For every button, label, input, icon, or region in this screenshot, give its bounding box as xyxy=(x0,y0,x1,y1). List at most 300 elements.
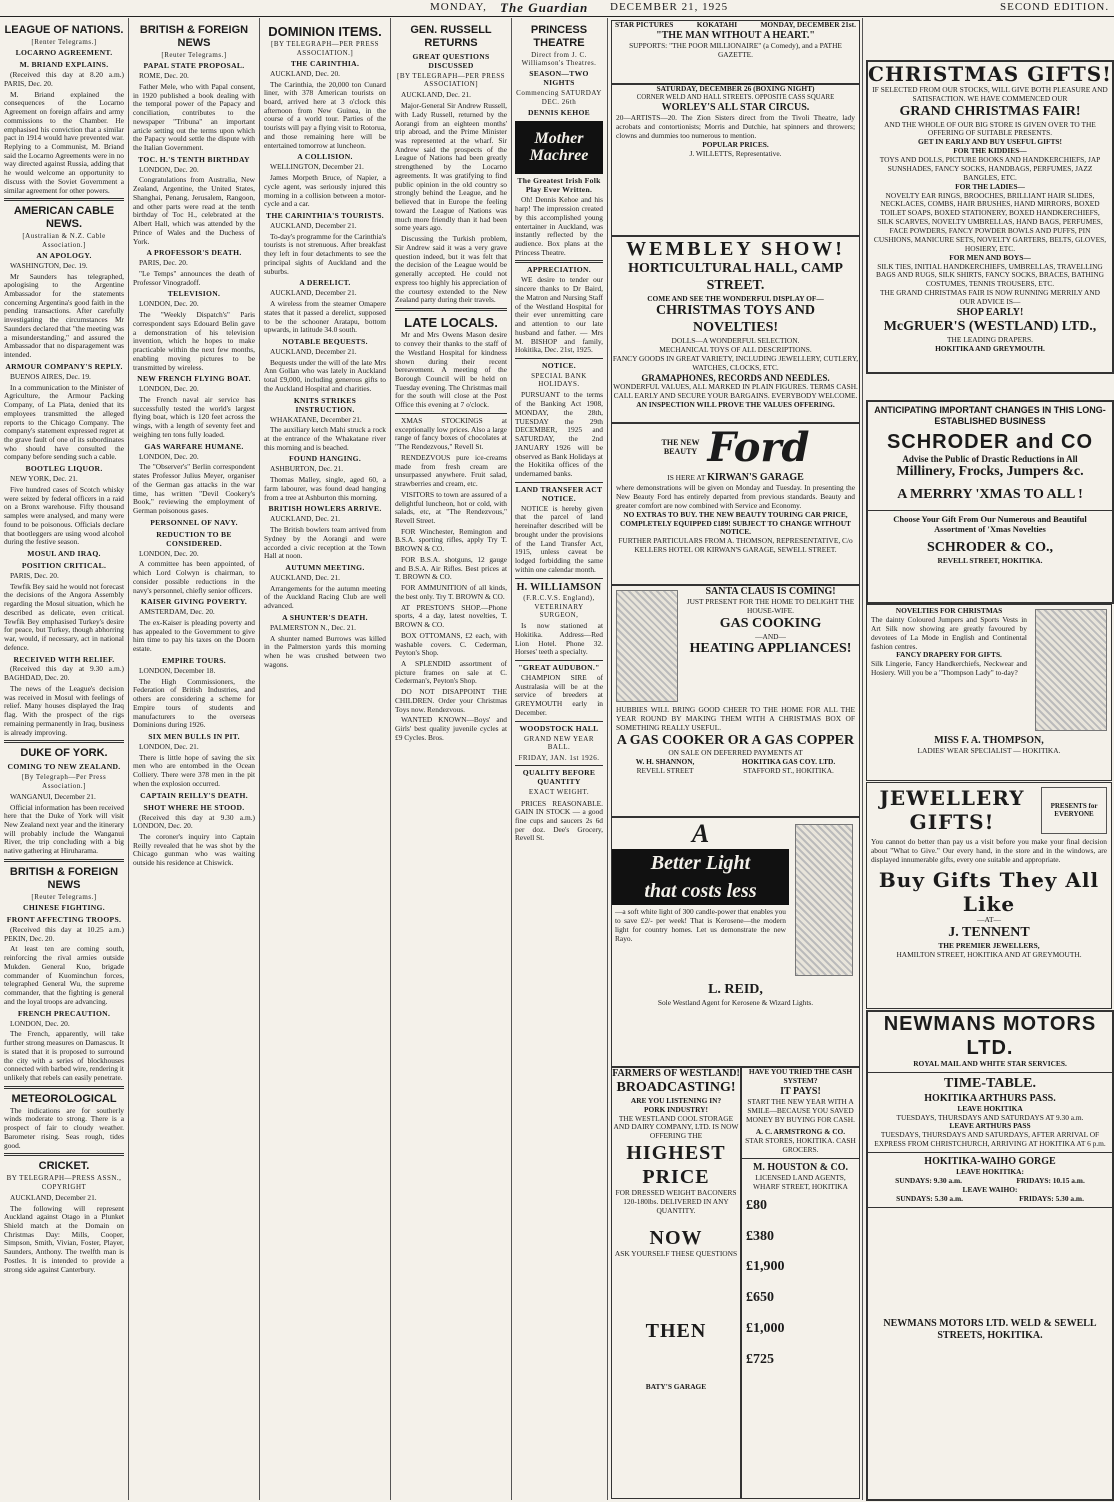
woodstock-sub: GRAND NEW YEAR BALL. xyxy=(524,734,594,751)
cable-headline: AMERICAN CABLE NEWS. xyxy=(13,205,115,231)
star-feature: "THE MAN WITHOUT A HEART." xyxy=(656,29,815,41)
wembley-toys: CHRISTMAS TOYS AND NOVELTIES! xyxy=(656,303,815,336)
prof-subhead: A PROFESSOR'S DEATH. xyxy=(146,248,242,258)
small-ad: FOR Winchester, Remington and B.S.A. sporting rifles, apply Try T. BROWN & CO. xyxy=(395,526,507,554)
shunter-subhead: A SHUNTER'S DEATH. xyxy=(282,612,368,622)
worley-text: 20—ARTISTS—20. The Zion Sisters direct from the Tivoli Theatre, lady acrobats and contortionists; Morris and Dutchie, hat spinners and throwers; clowns and dummies too numerous to mention. xyxy=(616,113,855,140)
carinthia-subhead: THE CARINTHIA. xyxy=(290,58,360,68)
column-3 xyxy=(264,20,386,1498)
duke-headline: DUKE OF YORK. xyxy=(20,747,108,760)
dominion-headline: DOMINION ITEMS. xyxy=(268,24,382,39)
liquor-subhead: BOOTLEG LIQUOR. xyxy=(25,464,103,474)
reid-sub: Sole Westland Agent for Kerosene & Wizard Lights. xyxy=(657,997,814,1007)
bowlers-dateline: AUCKLAND, Dec. 21. xyxy=(270,514,340,524)
wembley-line: CALL EARLY AND SECURE YOUR BARGAINS. EVERYBODY WELCOME. xyxy=(613,391,858,401)
gasco-address: STAFFORD ST., HOKITIKA. xyxy=(743,766,834,776)
star-sub: KOKATAHI xyxy=(696,20,738,29)
santa-deferred: ON SALE ON DEFERRED PAYMENTS AT xyxy=(668,748,803,758)
duke-subhead: COMING TO NEW ZEALAND. xyxy=(7,762,121,772)
tennent-ad xyxy=(866,782,1112,1009)
santa-and: —AND— xyxy=(755,631,786,641)
prof-dateline: PARIS, Dec. 20. xyxy=(139,258,188,268)
princess-sub: Direct from J. C. Williamson's Theatres. xyxy=(521,50,597,68)
flight-subhead: NEW FRENCH FLYING BOAT. xyxy=(137,374,251,384)
ford-logo: Ford xyxy=(707,424,810,471)
farmers-highest-price: HIGHEST PRICE xyxy=(626,1142,726,1189)
carinthia-dateline: AUCKLAND, Dec. 20. xyxy=(270,68,340,78)
mosul-subhead-2: POSITION CRITICAL. xyxy=(21,560,107,570)
vet-text: Is now stationed at Hokitika. Address—Red Lion Hotel. Phone 32. Horses' teeth a specialty. xyxy=(515,621,603,657)
toc-text: Congratulations from Australia, New Zealand, Argentine, the United States, Shanghai, Penang, Jerusalem, Rangoon, and other parts were read at the tenth birthday of Toc H., celebrated at the Albert Hall, which was attended by the Prince of Wales and the Duchess of York. xyxy=(133,175,255,246)
houston-name: M. HOUSTON & CO. xyxy=(752,1162,849,1173)
autumn-subhead: AUTUMN MEETING. xyxy=(285,562,365,572)
papal-subhead: PAPAL STATE PROPOSAL. xyxy=(143,61,245,71)
vet-headline: H. WILLIAMSON xyxy=(516,581,602,593)
pit-dateline: LONDON, Dec. 21. xyxy=(139,741,199,751)
column-1 xyxy=(4,20,124,1498)
wembley-hall: HORTICULTURAL HALL, CAMP STREET. xyxy=(628,261,843,293)
santa-cooker: A GAS COOKER OR A GAS COPPER xyxy=(616,732,855,748)
masthead-date: DECEMBER 21, 1925 xyxy=(610,1,729,13)
league-headline: LEAGUE OF NATIONS. xyxy=(4,24,124,36)
ford-beauty: BEAUTY xyxy=(663,447,698,456)
star-head: STAR PICTURES xyxy=(615,20,674,29)
reilly-subhead-2: SHOT WHERE HE STOOD. xyxy=(143,802,245,812)
cable-subhead: AN APOLOGY. xyxy=(36,250,92,260)
russell-headline: GEN. RUSSELL RETURNS xyxy=(410,24,492,49)
mcgruer-name: McGRUER'S (WESTLAND) LTD., xyxy=(883,318,1097,334)
bfn1-text: At least ten are coming south, reinforcing the rival armies outside Mukden. General Kuo, brigade commander of Kuominchun forces, telegraphed General Wu, the supreme commander, that the fighting is general and the loyal troops are advancing. xyxy=(4,944,124,1006)
farmers-headline: FARMERS OF WESTLAND! xyxy=(612,1068,740,1079)
gifts-early: GET IN EARLY AND BUY USEFUL GIFTS! xyxy=(917,137,1062,147)
mosul-text: Tewfik Bey said he would not forecast the decisions of the Angora Assembly regarding the Mosul situation, which he described as delicate, even critical. Tewfik Bey emphasised Turkey's desire for peace, but Turkey, though abhorring war, would, if necessary, act in national defence. xyxy=(4,581,124,652)
newmans-leave-pass: LEAVE ARTHURS PASS xyxy=(949,1121,1031,1131)
novel-headline: NOVELTIES FOR CHRISTMAS xyxy=(895,606,1003,615)
newmans-leave-hk: LEAVE HOKITIKA: xyxy=(956,1167,1024,1177)
armour-dateline: BUENOS AIRES, Dec. 19. xyxy=(10,371,91,381)
cricket-dateline: AUCKLAND, December 21. xyxy=(10,1192,97,1202)
wembley-line: AN INSPECTION WILL PROVE THE VALUES OFFERING. xyxy=(636,400,835,410)
light-a: A xyxy=(691,819,710,848)
worley-location: CORNER WELD AND HALL STREETS. OPPOSITE CASS SQUARE xyxy=(636,93,835,101)
newmans-sunday: SUNDAYS: 9.30 a.m. xyxy=(895,1175,963,1185)
gas-santa-ad xyxy=(611,585,860,817)
newmans-gorge: HOKITIKA-WAIHO GORGE xyxy=(924,1156,1056,1168)
better-light-ad xyxy=(611,817,860,1067)
appreciation-headline: APPRECIATION. xyxy=(527,265,591,275)
flight-text: The French naval air service has successfully tested the world's largest flying boat, which is 120 feet across the wings, with a length of seventy feet and weighing ten tons fully loaded. xyxy=(133,394,255,439)
princess-tagline: The Greatest Irish Folk Play Ever Written. xyxy=(517,176,601,195)
bfn1-source: [Reuter Telegrams.] xyxy=(31,892,97,901)
wembley-line: FANCY GOODS IN GREAT VARIETY, INCLUDING JEWELLERY, CUTLERY, WATCHES, CLOCKS, ETC. xyxy=(612,353,859,372)
ketch-text: The auxiliary ketch Mahi struck a rock at the entrance of the Whakatane river this morning and is beached. xyxy=(264,425,386,452)
property-price: £80 xyxy=(746,1197,767,1213)
wembley-headline: WEMBLEY SHOW! xyxy=(626,238,845,260)
collision-dateline: WELLINGTON, December 21. xyxy=(270,162,364,172)
bfn1-dateline: (Received this day at 10.25 a.m.) PEKIN, Dec. 20. xyxy=(4,925,124,943)
jewel-at: —AT— xyxy=(977,915,1001,925)
santa-illustration xyxy=(616,590,678,702)
reid-name: L. REID, xyxy=(708,982,763,997)
bequests-dateline: AUCKLAND, December 21. xyxy=(270,346,357,356)
worley-prices: POPULAR PRICES. xyxy=(702,139,769,149)
gas-dateline: LONDON, Dec. 20. xyxy=(139,451,199,461)
navy-text: A committee has been appointed, of which Lord Colwyn is chairman, to consider possible reductions in the navy's personnel, chiefly senior officers. xyxy=(133,559,255,595)
santa-line: JUST PRESENT FOR THE HOME TO DELIGHT THE HOUSE-WIFE. xyxy=(686,597,855,615)
duke-dateline: WANGANUI, December 21. xyxy=(10,791,96,801)
princess-season: SEASON—TWO NIGHTS xyxy=(529,69,589,88)
baty-garage: BATY'S GARAGE xyxy=(645,1381,707,1391)
farmers-ad xyxy=(611,1067,741,1499)
autumn-dateline: AUCKLAND, Dec. 21. xyxy=(270,572,340,582)
small-ad: FOR B.S.A. shotguns, 12 gauge and B.S.A. Air Rifles. Best prices at T. BROWN & CO. xyxy=(395,554,507,582)
farmers-text-2: FOR DRESSED WEIGHT BACONERS 120-180lbs. DELIVERED IN ANY QUANTITY. xyxy=(615,1188,737,1215)
reilly-subhead: CAPTAIN REILLY'S DEATH. xyxy=(140,790,248,800)
empire-text: The High Commissioners, the Federation of British Industries, and others are considering a scheme for Empire tours of students and manufacturers to the overseas Dominions during 1926. xyxy=(133,676,255,730)
ford-garage: KIRWAN'S GARAGE xyxy=(707,472,804,483)
armour-subhead: ARMOUR COMPANY'S REPLY. xyxy=(5,361,123,371)
wembley-line: GRAMAPHONES, RECORDS AND NEEDLES. xyxy=(641,372,830,383)
hanging-text: Thomas Malley, single, aged 60, a farm labourer, was found dead hanging from a tree at Ashburton this morning. xyxy=(264,475,386,502)
ford-at: IS HERE AT xyxy=(667,473,706,482)
french-subhead: FRENCH PRECAUTION. xyxy=(17,1008,111,1018)
duke-text: Official information has been received here that the Duke of York will visit New Zealand next year and the itinerary will probably include the Wanganui River, the trip concluding with a big native gathering at Hiruharama. xyxy=(4,802,124,856)
worley-headline: WORLEY'S ALL STAR CIRCUS. xyxy=(661,102,810,114)
mosul-subhead: MOSUL AND IRAQ. xyxy=(27,549,101,558)
newmans-headline: NEWMANS MOTORS LTD. xyxy=(883,1013,1097,1059)
mcgruer-sub: THE LEADING DRAPERS. xyxy=(946,334,1034,344)
gifts-ladies: NOVELTY EAR RINGS, BROOCHES, BRILLIANT HAIR SLIDES, NECKLACES, COMBS, HAIR BRUSHES, HAND MIRRORS, BOXED TOILET SOAPS, BOXED STATIONERY, BOXED HANDKERCHIEFS, SILK SCARVES, NOVELTY UMBRELLAS, HAND BAGS, PERFUMES, FACE POWDERS, FANCY POWDER BOWLS AND PUFFS, PIN CUSHIONS, MANICURE SETS, NOVELTY GARTERS, BELTS, GLOVES, HOSIERY, ETC. xyxy=(873,190,1107,253)
small-ad: BOX OTTOMANS, £2 each, with washable covers. C. Cederman, Peyton's Shop. xyxy=(395,630,507,658)
papal-text: Father Mele, who with Papal consent, in 1920 published a book dealing with the temporal power of the Papacy and conciliation, contributes to the newspaper "Tribuna" an important article setting out the terms upon which the Papacy would settle the dispute with the Italian Government. xyxy=(133,81,255,153)
worley-circus-ad xyxy=(611,84,860,236)
league-source: [Renter Telegrams.] xyxy=(31,37,97,46)
newmans-leave-hokitika: LEAVE HOKITIKA xyxy=(957,1103,1023,1113)
schroder-name-2: SCHRODER & CO., xyxy=(926,540,1053,556)
ketch-subhead: KNITS STRIKES INSTRUCTION. xyxy=(293,395,357,414)
wembley-show-ad xyxy=(611,236,860,423)
farmers-pork: PORK INDUSTRY! xyxy=(643,1104,708,1114)
newmans-times: TUESDAYS, THURSDAYS AND SATURDAYS AT 9.30 a.m. xyxy=(896,1112,1084,1122)
schroder-name: SCHRODER and CO xyxy=(886,430,1094,453)
reilly-text: The coroner's inquiry into Captain Reilly revealed that he was shot by the Chicago gunman who was waiting outside his residence at Chiswick. xyxy=(133,832,255,868)
cash-headline: HAVE YOU TRIED THE CASH SYSTEM? xyxy=(748,1067,853,1085)
worley-date: SATURDAY, DECEMBER 26 (BOXING NIGHT) xyxy=(656,84,815,93)
jewel-text: You cannot do better than pay us a visit before you make your final decision about "What to Give." Our every hand, in the store and in the windows, are displayed innumerable gifts, every one suitable and appropriate. xyxy=(871,836,1107,864)
gifts-kiddies: TOYS AND DOLLS, PICTURE BOOKS AND HANDKERCHIEFS, JAP SUNSHADES, FANCY SOCKS, HANDBAGS, PERFUMES, JAZZ BANGLES, ETC. xyxy=(879,155,1101,182)
liquor-text: Five hundred cases of Scotch whisky were seized by federal officers in a raid on a Bronx warehouse. Fifty thousand samples were analysed, and many were found to be poisonous. Officials declare that bootleggers are using wood alcohol during the festive season. xyxy=(4,484,124,547)
notice-sub: SPECIAL BANK HOLIDAYS. xyxy=(531,371,587,389)
small-ad: DO NOT DISAPPOINT THE CHILDREN. Order your Christmas Toys now. Rendezvous. xyxy=(395,687,507,714)
newmans-leave-waiho: LEAVE WAIHO: xyxy=(962,1184,1018,1194)
farmers-listening: ARE YOU LISTENING IN? xyxy=(630,1095,722,1105)
carinthia-text: The Carinthia, the 20,000 ton Cunard liner, with 378 American tourists on board, arrived here at 3 o'clock this afternoon from New Guinea, in the course of a world tour. Parties of the tourists will pay a flying visit to Rotorua, and those remaining here will be entertained tomorrow at luncheon. xyxy=(264,79,386,150)
papal-dateline: ROME, Dec. 20. xyxy=(139,71,189,81)
lady-illustration xyxy=(1035,609,1107,731)
prof-text: "Le Temps" announces the death of Professor Vinogradoff. xyxy=(133,269,255,287)
duke-source: [By Telegraph—Per Press Association.] xyxy=(21,773,107,790)
autumn-text: Arrangements for the autumn meeting of the Auckland Racing Club are well advanced. xyxy=(264,583,386,611)
princess-text: Oh! Dennis Kehoe and his harp! The impression created by this accomplished young entertainer in Auckland, was instantly reflected by the audience. Box plans at the Princess Theatre. xyxy=(515,195,603,257)
star-pictures-ad xyxy=(611,20,860,84)
notice-headline: NOTICE. xyxy=(542,361,576,370)
tv-text: The "Weekly Dispatch's" Paris correspondent says Edouard Belin gave a demonstration of his television invention, which he hopes to make practicable within the next few months, enabling moving pictures to be transmitted by wireless. xyxy=(133,310,255,372)
newmans-footer: NEWMANS MOTORS LTD. WELD & SEWELL STREETS, HOKITIKA. xyxy=(883,1317,1097,1341)
kaiser-dateline: AMSTERDAM, Dec. 20. xyxy=(139,607,215,617)
novel-fancy: FANCY DRAPERY FOR GIFTS. xyxy=(896,650,1002,660)
star-supports: SUPPORTS: "THE POOR MILLIONAIRE" (a Comedy), and a PATHE GAZETTE. xyxy=(629,40,842,59)
novel-text-2: Silk Lingerie, Fancy Handkerchiefs, Neckwear and Hosiery. Will you be a "Thompson Lady" to-day? xyxy=(871,659,1027,678)
cricket-text: The following will represent Auckland against Otago in a Plunket Shield match at the Domain on Christmas Day: Mills, Cooper, Simpson, Smith, Vivian, Foster, Player, Saunders, Anthony. The twelfth man is Postles. It is intended to provide a strong side against Canterbury. xyxy=(4,1203,124,1274)
collision-subhead: A COLLISION. xyxy=(297,152,353,162)
wembley-line: MECHANICAL TOYS OF ALL DESCRIPTIONS. xyxy=(659,344,812,354)
relief-dateline: (Received this day at 9.30 a.m.) BAGHDAD, Dec. 20. xyxy=(4,664,124,683)
princess-headline: PRINCESS THEATRE xyxy=(530,24,588,49)
worley-agent: J. WILLETTS, Representative. xyxy=(689,148,782,158)
tennent-sub: THE PREMIER JEWELLERS, xyxy=(938,941,1040,951)
gifts-text-2: AND THE WHOLE OF OUR BIG STORE IS GIVEN OVER TO THE OFFERING OF SUITABLE PRESENTS. xyxy=(884,119,1096,138)
armstrong-sub: STAR STORES, HOKITIKA. CASH GROCERS. xyxy=(745,1136,856,1155)
bfn1-subhead: CHINESE FIGHTING. xyxy=(23,903,105,913)
newmans-sunday-2: SUNDAYS: 5.30 a.m. xyxy=(896,1193,963,1203)
derelict-subhead: A DERELICT. xyxy=(299,278,351,288)
newmans-motors-ad xyxy=(866,1010,1114,1501)
santa-headline: SANTA CLAUS IS COMING! xyxy=(705,586,836,597)
audubon-text: CHAMPION SIRE of Australasia will be at the service of breeders at GREYMOUTH early in December. xyxy=(515,673,603,717)
cable-source: [Australian & N.Z. Cable Association.] xyxy=(22,232,106,249)
league-text: M. Briand explained the consequences of the Locarno Agreement on foreign affairs and army commissions to the Chamber. He emphasised his conviction that a similar pact in 1914 would have prevented war. Replying to a Communist, M. Briand said the Locarno Agreements were in no way directed against Russia, adding that he would welcome an opportunity to discuss with the Soviet Government a similar agreement for other powers. xyxy=(4,89,124,195)
schroder-address: REVELL STREET, HOKITIKA. xyxy=(937,556,1043,566)
russell-subhead: GREAT QUESTIONS DISCUSSED xyxy=(412,51,490,70)
shunter-text: A shunter named Burrows was killed in the Palmerston yards this morning when he was crushed between two wagons. xyxy=(264,633,386,669)
quality-text: PRICES REASONABLE. GAIN IN STOCK — a good fine cups and saucers 2s 6d per doz. Dee's Grocery, Revell St. xyxy=(515,798,603,843)
newmans-friday: FRIDAYS: 10.15 a.m. xyxy=(1016,1175,1085,1185)
league-subhead: LOCARNO AGREEMENT. xyxy=(15,48,113,58)
santa-heating: HEATING APPLIANCES! xyxy=(689,641,852,657)
small-ad: XMAS STOCKINGS at exceptionally low prices. Also a large range of fancy boxes of chocolates at "The Rendezvous," Revell St. xyxy=(395,415,507,452)
derelict-dateline: AUCKLAND, December 21. xyxy=(270,288,357,298)
schroder-headline: ANTICIPATING IMPORTANT CHANGES IN THIS LONG-ESTABLISHED BUSINESS xyxy=(874,405,1106,426)
tourists-text: To-day's programme for the Carinthia's tourists is not strenuous. After breakfast they left in four detachments to see the principal sights of Auckland and the suburbs. xyxy=(264,231,386,276)
gas-text: The "Observer's" Berlin correspondent states Professor Julius Meyer, organiser of the German gas attacks in the war time, has written "Devil Cookery's Book," reviewing the employment of German poisonous gases. xyxy=(133,462,255,516)
cricket-headline: CRICKET. xyxy=(38,1160,90,1173)
ketch-dateline: WHAKATANE, December 21. xyxy=(270,414,362,424)
masthead-paper-title: The Guardian xyxy=(500,0,589,15)
cash-pays: IT PAYS! xyxy=(780,1085,821,1097)
jewel-buy: Buy Gifts They All Like xyxy=(878,868,1100,917)
shannon-name: W. H. SHANNON, xyxy=(635,757,695,767)
newmans-arthurs-pass: HOKITIKA ARTHURS PASS. xyxy=(924,1092,1056,1104)
light-text: —a soft white light of 300 candle-power that enables you to save £2/- per week! That is Kerosene—the modern light for country homes. Let us demonstrate the new Rayo. xyxy=(615,907,786,943)
schroder-text: Advise the Public of Drastic Reductions in All xyxy=(902,453,1078,464)
property-price: £380 xyxy=(746,1228,774,1244)
ford-new: THE NEW xyxy=(661,438,700,448)
land-text: NOTICE is hereby given that the parcel of land hereinafter described will be brought under the provisions of the Land Transfer Act, 1915, unless caveat be lodged forbidding the same within one calendar month. xyxy=(515,503,603,574)
bfn1-subhead-2: FRONT AFFECTING TROOPS. xyxy=(6,915,122,925)
ford-agent: FURTHER PARTICULARS FROM A. THOMSON, REPRESENTATIVE, C/o KELLERS HOTEL OR KIRWAN'S GARAGE, SEWELL STREET. xyxy=(618,536,853,555)
flight-dateline: LONDON, Dec. 20. xyxy=(139,384,199,394)
cricket-source: BY TELEGRAPH—PRESS ASSN., COPYRIGHT xyxy=(6,1174,122,1191)
collision-text: James Morpeth Bruce, of Napier, a cycle agent, was seriously injured this morning in a collision between a motor-cycle and a car. xyxy=(264,173,386,209)
thompson-sub: LADIES' WEAR SPECIALIST — HOKITIKA. xyxy=(917,746,1061,755)
kaiser-subhead: KAISER GIVING POVERTY. xyxy=(140,597,248,607)
tennent-name: J. TENNENT xyxy=(948,925,1030,941)
russell-dateline: AUCKLAND, Dec. 21. xyxy=(401,90,471,100)
locals-text: Mr and Mrs Owens Mason desire to convey their thanks to the staff of the Westland Hospital for kindness shown during their recent bereavement. A meeting of the Borough Council will be held on Tuesday evening. The Christmas mail for the south will close at the Post Office this evening at 7 o'clock. xyxy=(395,330,507,410)
farmers-then: THEN xyxy=(645,1319,707,1342)
presents-badge: PRESENTS for EVERYONE xyxy=(1041,787,1107,834)
cable-dateline: WASHINGTON, Dec. 19. xyxy=(10,260,88,270)
bequests-text: Bequests under the will of the late Mrs Ann Gollan who was lately in Auckland total £9,000, including generous gifts to the Auckland Hospital and charities. xyxy=(264,357,386,393)
mcgruer-location: HOKITIKA AND GREYMOUTH. xyxy=(935,343,1045,353)
gifts-ladies-head: FOR THE LADIES— xyxy=(955,181,1025,191)
schroder-goods: Millinery, Frocks, Jumpers &c. xyxy=(896,464,1084,480)
land-headline: LAND TRANSFER ACT NOTICE. xyxy=(515,484,603,503)
mcgruer-christmas-ad xyxy=(866,60,1114,374)
vet-sub: (F.R.C.V.S. England), VETERINARY SURGEON, xyxy=(523,594,595,619)
french-dateline: LONDON, Dec. 20. xyxy=(10,1018,70,1028)
quality-sub: EXACT WEIGHT. xyxy=(528,788,590,797)
kaiser-text: The ex-Kaiser is pleading poverty and has appealed to the Government to give him time to pay his taxes on the Doorn estate. xyxy=(133,617,255,654)
liquor-dateline: NEW YORK, Dec. 21. xyxy=(10,474,78,484)
small-ad: A SPLENDID assortment of picture frames on sale at C. Cederman's, Peyton's Shop. xyxy=(395,659,507,686)
mother-machree-title: Mother Machree xyxy=(515,121,603,175)
pit-text: There is little hope of saving the six men who are entombed in the Ocean Colliery. There were 378 men in the pit when the explosion occurred. xyxy=(133,752,255,788)
relief-text: The news of the League's decision was received in Mosul with feelings of relief. Many houses displayed the Iraq flag. With the prospect of the rigs remaining permanently in Iraq, business is already improving. xyxy=(4,683,124,737)
small-ad: VISITORS to town are assured of a delightful luncheon, hot or cold, with salads, etc, at "The Rendezvous," Revell Street. xyxy=(395,489,507,525)
pit-subhead: SIX MEN BULLS IN PIT. xyxy=(148,732,240,741)
gifts-shop-early: SHOP EARLY! xyxy=(956,306,1024,318)
bfn2-headline: BRITISH & FOREIGN NEWS xyxy=(139,24,249,49)
russell-text: Major-General Sir Andrew Russell, with Lady Russell, returned by the Aorangi from an eighteen months' trip abroad, and the Prime Minister was represented at the wharf. Sir Andrew said the prospects of the League of Nations had been greatly strengthened by the Locarno agreements. It was gratifying to find public opinion in the old country so strongly behind the League, and he believed that in Europe the feeling toward the League of Nations was much more friendly than it had been some years ago. xyxy=(395,101,507,233)
property-price: £725 xyxy=(746,1351,774,1367)
wembley-come: COME AND SEE THE WONDERFUL DISPLAY OF— xyxy=(647,293,824,303)
mosul-dateline: PARIS, Dec. 20. xyxy=(10,570,59,580)
empire-dateline: LONDON, December 18. xyxy=(139,665,216,675)
newmans-timetable: TIME-TABLE. xyxy=(944,1075,1036,1091)
appreciation-text: WE desire to tender our sincere thanks to Dr Baird, the Matron and Nursing Staff of the Westland Hospital for their ever unremitting care and attention to our late husband and father. — Mrs M. BISHOP and family, Hokitika, Dec. 21st, 1925. xyxy=(515,275,603,355)
gas-subhead: GAS WARFARE HUMANE. xyxy=(144,441,244,451)
ford-ad xyxy=(611,423,860,585)
tourists-dateline: AUCKLAND, December 21. xyxy=(270,220,357,230)
hanging-subhead: FOUND HANGING. xyxy=(288,454,362,464)
farmers-now: NOW xyxy=(649,1226,703,1249)
gifts-men-head: FOR MEN AND BOYS— xyxy=(949,252,1031,262)
league-subhead-2: M. BRIAND EXPLAINS. xyxy=(19,60,109,70)
houston-sub: LICENSED LAND AGENTS, WHARF STREET, HOKITIKA xyxy=(753,1173,848,1191)
bfn2-source: [Reuter Telegrams.] xyxy=(161,50,227,59)
audubon-headline: "GREAT AUDUBON." xyxy=(518,663,600,673)
small-ad: FOR AMMUNITION of all kinds, the best only. Try T. BROWN & CO. xyxy=(395,583,507,601)
newmans-times-2: TUESDAYS, THURSDAYS AND SATURDAYS, AFTER ARRIVAL OF EXPRESS FROM CHRISTCHURCH, ARRIVING AT HOKITIKA AT 6 p.m. xyxy=(874,1130,1106,1149)
russell-source: [BY TELEGRAPH—PER PRESS ASSOCIATION] xyxy=(397,71,505,89)
notice-text: PURSUANT to the terms of the Banking Act 1908, MONDAY, the 28th, TUESDAY the 29th DECEMBER, 1925 and SATURDAY, the 2nd JANUARY 1926 will be observed as Bank Holidays at the Hokitika offices of the undernamed banks. xyxy=(515,390,603,479)
column-4 xyxy=(395,20,507,1498)
gifts-fair: GRAND CHRISTMAS FAIR! xyxy=(899,103,1081,119)
property-price: £1,900 xyxy=(746,1259,785,1275)
lamp-illustration xyxy=(795,824,853,976)
gifts-men: SILK TIES, INITIAL HANDKERCHIEFS, UMBRELLAS, TRAVELLING BAGS AND RUGS, SILK SHIRTS, FANCY SOCKS, BRACES, BATHING COSTUMES, TENNIS TROUSERS, ETC. xyxy=(876,261,1104,289)
bowlers-text: The British bowlers team arrived from Sydney by the Aorangi and were accorded a civic reception at the Town Hall at noon. xyxy=(264,525,386,561)
locals-headline: LATE LOCALS. xyxy=(404,314,498,330)
farmers-broadcasting: BROADCASTING! xyxy=(616,1080,736,1095)
princess-date: Commencing SATURDAY DEC. 26th xyxy=(516,89,602,106)
bfn1-headline: BRITISH & FOREIGN NEWS xyxy=(9,865,119,891)
armour-text: In a communication to the Minister of Agriculture, the Armour Packing Company, of La Plata, denied that its employees transmitted the alleged reports to the Chicago Company. The company's statement expressed regret at the grave fault of one of its subordinates who should have consulted the company before sending such a cable. xyxy=(4,382,124,462)
navy-subhead-2: REDUCTION TO BE CONSIDERED. xyxy=(156,529,232,548)
small-ad: WANTED KNOWN—Boys' and Girls' best quality juvenile cycles at £9 Cycles. Bros. xyxy=(395,715,507,742)
santa-gas-cooking: GAS COOKING xyxy=(719,615,822,631)
column-2 xyxy=(133,20,255,1498)
relief-subhead: RECEIVED WITH RELIEF. xyxy=(13,654,115,664)
jewel-headline: JEWELLERY GIFTS! xyxy=(879,786,1025,835)
light-headline: Better Light xyxy=(612,849,789,877)
princess-star: DENNIS KEHOE xyxy=(527,107,591,117)
column-5 xyxy=(515,20,603,1498)
tv-subhead: TELEVISION. xyxy=(167,289,221,299)
russell-text-2: Discussing the Turkish problem, Sir Andrew said it was a very grave question indeed, but it was felt that the decision of the League would be generally accepted. He could not express too highly his appreciation of the courtesy extended to the New Zealand party during their travels. xyxy=(395,234,507,305)
tv-dateline: LONDON, Dec. 20. xyxy=(139,299,199,309)
wembley-line: WONDERFUL VALUES, ALL MARKED IN PLAIN FIGURES. TERMS CASH. xyxy=(613,382,858,392)
gifts-kiddies-head: FOR THE KIDDIES— xyxy=(953,146,1027,156)
league-dateline: (Received this day at 8.20 a.m.) PARIS, Dec. 20. xyxy=(4,70,124,88)
met-text: The indications are for southerly winds moderate to strong. There is a prospect of fair to cloudy weather. Barometer rising. Seas rough, tides good. xyxy=(4,1105,124,1150)
navy-subhead: PERSONNEL OF NAVY. xyxy=(150,517,238,527)
newmans-friday-2: FRIDAYS: 5.30 a.m. xyxy=(1019,1193,1084,1203)
schroder-merry: A MERRRY 'XMAS TO ALL ! xyxy=(897,487,1083,503)
light-headline-2: that costs less xyxy=(612,877,789,905)
star-date: MONDAY, DECEMBER 21st. xyxy=(760,20,856,29)
farmers-questions: ASK YOURSELF THESE QUESTIONS xyxy=(614,1248,738,1258)
cable-text: Mr Saunders has telegraphed, apologising to the Argentine Ambassador for the statements concerning Argentina's good faith in the pending transactions. After carefully investigating the circumstances Mr Saunders declared that "the meeting was a misunderstanding," and assured the Ambassador that no disparagement was intended. xyxy=(4,271,124,360)
gifts-headline: CHRISTMAS GIFTS! xyxy=(868,62,1112,86)
quality-headline: QUALITY BEFORE QUANTITY xyxy=(522,768,596,787)
navy-dateline: LONDON, Dec. 20. xyxy=(139,548,199,558)
toc-dateline: LONDON, Dec. 20. xyxy=(139,164,199,174)
tourists-subhead: THE CARINTHIA'S TOURISTS. xyxy=(266,211,384,221)
french-text: The French, apparently, will take further strong measures on Damascus. It is stated that it is proposed to surround the city with a series of blockhouses connected with barbed wire, rendering it unlikely that rebels can easily penetrate. xyxy=(4,1029,124,1082)
small-ad: RENDEZVOUS pure ice-creams made from fresh cream are unsurpassed anywhere. Fruit salad, strawberries and cream, etc. xyxy=(395,452,507,489)
gifts-text: IF SELECTED FROM OUR STOCKS, WILL GIVE BOTH PLEASURE AND SATISFACTION. WE HAVE COMMENCED OUR xyxy=(872,85,1108,103)
armstrong-name: A. C. ARMSTRONG & CO. xyxy=(755,1127,846,1137)
wembley-line: DOLLS—A WONDERFUL SELECTION. xyxy=(671,336,800,346)
masthead xyxy=(0,0,1114,17)
thompson-name: MISS F. A. THOMPSON, xyxy=(934,735,1044,746)
masthead-day: MONDAY, xyxy=(430,1,487,13)
woodstock-date: FRIDAY, JAN. 1st 1926. xyxy=(518,754,600,763)
bequests-subhead: NOTABLE BEQUESTS. xyxy=(282,337,368,346)
santa-text: HUBBIES WILL BRING GOOD CHEER TO THE HOME FOR ALL THE YEAR ROUND BY MAKING THEM WITH A CHRISTMAS BOX OF SOMETHING REALLY USEFUL. xyxy=(616,705,855,732)
derelict-text: A wireless from the steamer Omapere states that it passed a derelict, supposed to be the schooner Aratapu, bottom upwards, in latitude 34.0 south. xyxy=(264,299,386,335)
gasco-name: HOKITIKA GAS COY. LTD. xyxy=(741,757,836,767)
cash-system-ad xyxy=(741,1067,860,1499)
tennent-address: HAMILTON STREET, HOKITIKA AND AT GREYMOUTH. xyxy=(896,949,1082,959)
schroder-ad xyxy=(866,400,1114,604)
property-price: £1,000 xyxy=(746,1320,785,1336)
small-ad: AT PRESTON'S SHOP.—Phone sports, 4 a day, latest novelties, T. BROWN & CO. xyxy=(395,602,507,630)
dominion-source: [BY TELEGRAPH—PER PRESS ASSOCIATION.] xyxy=(271,40,379,57)
gifts-text-3: THE GRAND CHRISTMAS FAIR IS NOW RUNNING MERRILY AND OUR ADVICE IS— xyxy=(879,288,1101,307)
bowlers-subhead: BRITISH HOWLERS ARRIVE. xyxy=(268,504,382,514)
met-headline: METEOROLOGICAL xyxy=(11,1092,117,1105)
woodstock-headline: WOODSTOCK HALL xyxy=(519,723,599,733)
shunter-dateline: PALMERSTON N., Dec. 21. xyxy=(270,622,357,632)
cash-text: START THE NEW YEAR WITH A SMILE—BECAUSE YOU SAVED MONEY BY BUYING FOR CASH. xyxy=(746,1096,855,1124)
farmers-text: THE WESTLAND COOL STORAGE AND DAIRY COMPANY, LTD. IS NOW OFFERING THE xyxy=(613,1113,739,1141)
schroder-choose: Choose Your Gift From Our Numerous and Beautiful Assortment of 'Xmas Novelties xyxy=(893,513,1087,535)
thompson-ad xyxy=(866,604,1112,781)
reilly-dateline: (Received this day at 9.30 a.m.) LONDON, Dec. 20. xyxy=(133,812,255,831)
